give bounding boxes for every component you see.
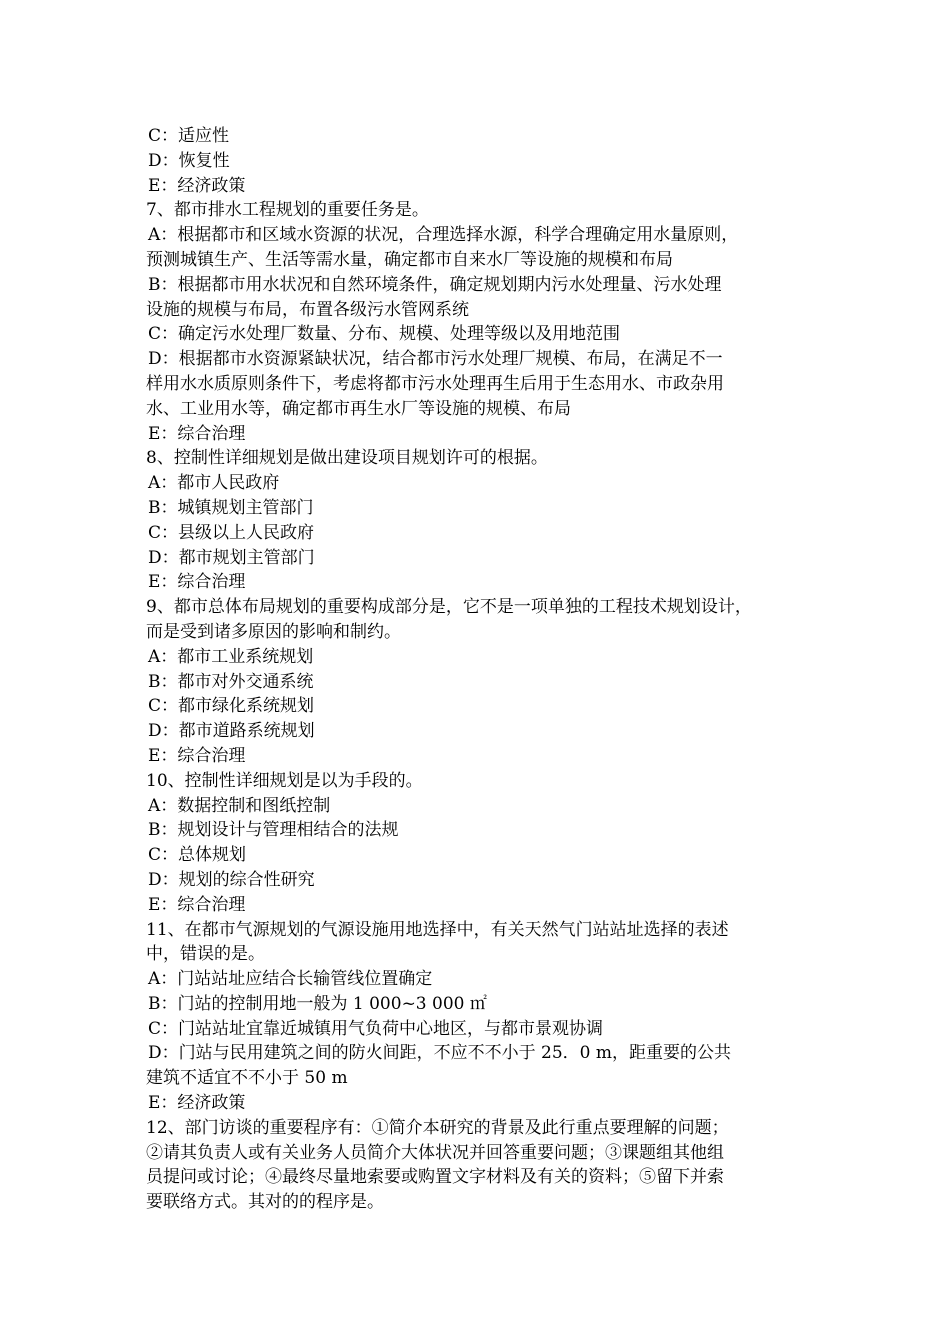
option-line: C：都市绿化系统规划 bbox=[148, 696, 315, 717]
option-line: E：综合治理 bbox=[148, 745, 246, 766]
option-line: A：门站站址应结合长输管线位置确定 bbox=[148, 969, 433, 990]
option-line: E：综合治理 bbox=[148, 894, 246, 915]
option-line: C：门站站址宜靠近城镇用气负荷中心地区，与都市景观协调 bbox=[148, 1018, 604, 1039]
option-line: D：恢复性 bbox=[148, 150, 230, 171]
option-line: B：都市对外交通系统 bbox=[148, 671, 314, 692]
question-line: 要联络方式。其对的的程序是。 bbox=[146, 1192, 384, 1213]
question-line: 设施的规模与布局，布置各级污水管网系统 bbox=[146, 299, 469, 320]
option-line: C：确定污水处理厂数量、分布、规模、处理等级以及用地范围 bbox=[148, 324, 621, 345]
option-line: A：根据都市和区域水资源的状况，合理选择水源，科学合理确定用水量原则， bbox=[148, 225, 739, 246]
option-line: D：门站与民用建筑之间的防火间距，不应不不小于 25．0 m，距重要的公共 bbox=[148, 1043, 732, 1064]
question-line: 11、在都市气源规划的气源设施用地选择中，有关天然气门站站址选择的表述 bbox=[146, 919, 729, 940]
question-line: 10、控制性详细规划是以为手段的。 bbox=[146, 770, 423, 791]
option-line: D：根据都市水资源紧缺状况，结合都市污水处理厂规模、布局，在满足不一 bbox=[148, 349, 723, 370]
question-line: 9、都市总体布局规划的重要构成部分是，它不是一项单独的工程技术规划设计， bbox=[146, 597, 752, 618]
question-line: 8、控制性详细规划是做出建设项目规划许可的根据。 bbox=[146, 448, 548, 469]
option-line: A：都市工业系统规划 bbox=[148, 646, 314, 667]
option-line: D：规划的综合性研究 bbox=[148, 869, 315, 890]
question-line: 样用水水质原则条件下，考虑将都市污水处理再生后用于生态用水、市政杂用 bbox=[146, 373, 724, 394]
option-line: B：城镇规划主管部门 bbox=[148, 497, 314, 518]
question-line: ②请其负责人或有关业务人员简介大体状况并回答重要问题；③课题组其他组 bbox=[146, 1142, 724, 1163]
question-line: 7、都市排水工程规划的重要任务是。 bbox=[146, 200, 429, 221]
option-line: C：总体规划 bbox=[148, 845, 247, 866]
document-body bbox=[146, 124, 826, 1215]
option-line: A：数据控制和图纸控制 bbox=[148, 795, 331, 816]
option-line: A：都市人民政府 bbox=[148, 473, 280, 494]
question-line: 水、工业用水等，确定都市再生水厂等设施的规模、布局 bbox=[146, 398, 571, 419]
option-line: E：综合治理 bbox=[148, 423, 246, 444]
question-line: 员提问或讨论；④最终尽量地索要或购置文字材料及有关的资料；⑤留下并索 bbox=[146, 1167, 724, 1188]
option-line: B：根据都市用水状况和自然环境条件，确定规划期内污水处理量、污水处理 bbox=[148, 274, 722, 295]
option-line: E：综合治理 bbox=[148, 572, 246, 593]
option-line: E：经济政策 bbox=[148, 1093, 246, 1114]
question-line: 预测城镇生产、生活等需水量，确定都市自来水厂等设施的规模和布局 bbox=[146, 249, 673, 270]
option-line: E：经济政策 bbox=[148, 175, 246, 196]
option-line: B：规划设计与管理相结合的法规 bbox=[148, 820, 399, 841]
question-line: 12、部门访谈的重要程序有：①简介本研究的背景及此行重点要理解的问题； bbox=[146, 1117, 729, 1138]
option-line: C：县级以上人民政府 bbox=[148, 522, 315, 543]
option-line: D：都市道路系统规划 bbox=[148, 721, 315, 742]
option-line: B：门站的控制用地一般为 1 000~3 000 ㎡ bbox=[148, 993, 487, 1014]
option-line: C：适应性 bbox=[148, 126, 230, 146]
question-line: 中，错误的是。 bbox=[146, 944, 265, 965]
option-line: D：都市规划主管部门 bbox=[148, 547, 315, 568]
question-line: 而是受到诸多原因的影响和制约。 bbox=[146, 621, 401, 642]
question-line: 建筑不适宜不不小于 50 m bbox=[146, 1068, 348, 1089]
